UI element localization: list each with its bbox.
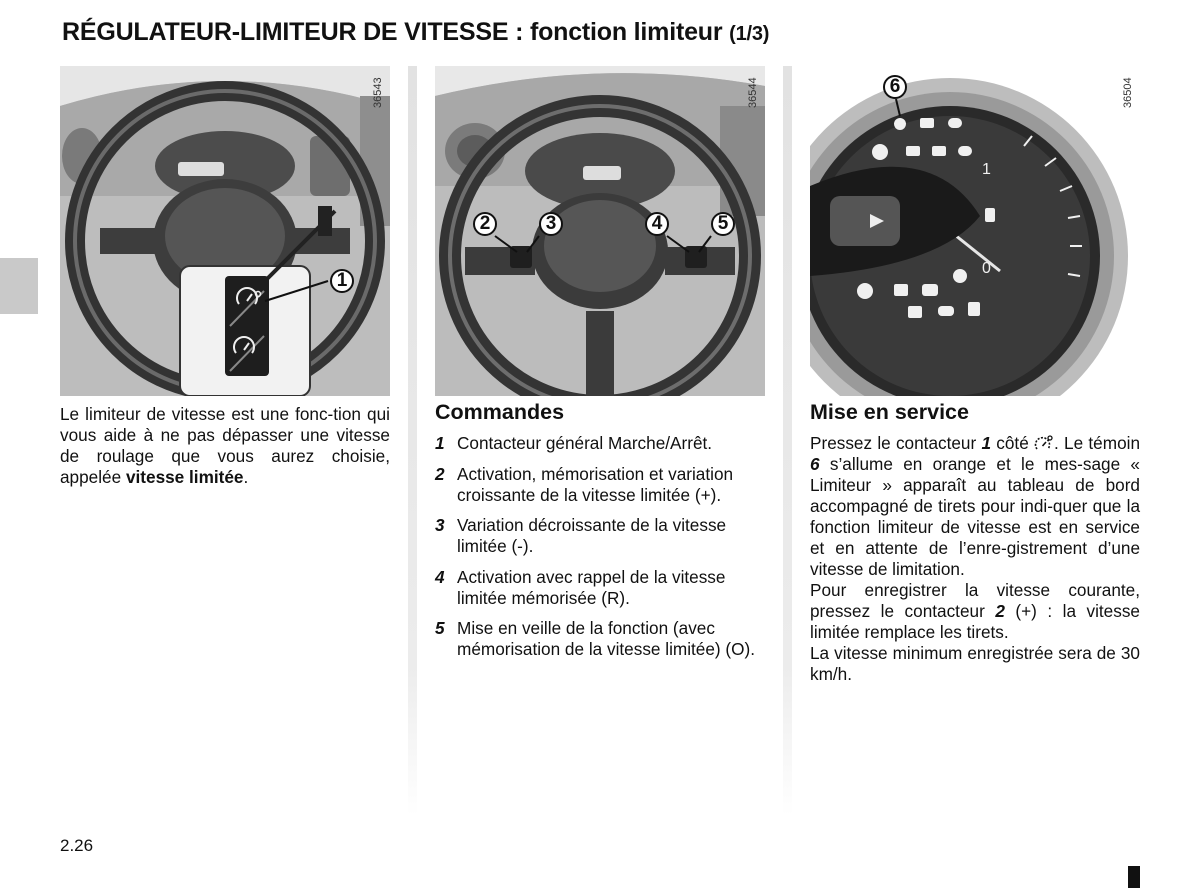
fuel-icon	[985, 208, 995, 222]
section-heading-activation: Mise en service	[810, 400, 969, 424]
list-item	[435, 515, 765, 557]
item-number: 2	[435, 463, 445, 484]
page-edge-marker	[1128, 866, 1140, 888]
airbag-warning-light	[894, 284, 908, 296]
cruise-warning-light	[872, 144, 888, 160]
column-divider	[408, 66, 417, 816]
page-title	[62, 18, 769, 47]
figure-reference: 36544	[747, 77, 759, 108]
callout-4: 4	[645, 212, 669, 236]
activation-paragraph-2	[810, 580, 1140, 643]
item-number: 1	[435, 433, 445, 453]
speed-limiter-icon	[1034, 434, 1054, 452]
callout-5: 5	[711, 212, 735, 236]
speed-limiter-warning-light	[894, 118, 906, 130]
engine-warning-light	[922, 284, 938, 296]
headlight-warning	[932, 146, 946, 156]
callout-1: 1	[330, 269, 354, 293]
activation-paragraph-1	[810, 433, 1140, 580]
gauge-number-1: 1	[982, 161, 991, 178]
text-run: s’allume en orange et le mes-sage « Limiteur » apparaît au tableau de bord accompagné de tirets pour indi-quer que la fonction limiteur de vitesse est en service et en attente de l’enre-gistrement d’une vitesse de limitation.	[810, 454, 1140, 579]
column-divider	[783, 66, 792, 816]
item-text: Mise en veille de la fonction (avec mémorisation de la vitesse limitée) (O).	[457, 618, 756, 659]
callout-3: 3	[539, 212, 563, 236]
callout-2: 2	[473, 212, 497, 236]
esc-warning-light	[857, 283, 873, 299]
text-run: (+) : la vitesse limitée remplace les tirets.	[810, 601, 1140, 642]
gauge-number-0: 0	[982, 260, 991, 277]
tyre-pressure-warning	[953, 269, 967, 283]
item-number: 5	[435, 618, 445, 638]
dashboard-illustration	[60, 66, 390, 396]
low-fuel-warning	[968, 302, 980, 316]
main-beam-warning	[948, 118, 962, 128]
figure-reference: 36504	[1122, 77, 1134, 108]
intro-paragraph	[60, 404, 390, 488]
list-item	[435, 567, 765, 609]
title-part-indicator: (1/3)	[729, 23, 770, 45]
controls-section	[435, 402, 765, 670]
figure-instrument-cluster	[810, 66, 1140, 396]
rear-fog-warning	[906, 146, 920, 156]
item-number: 3	[435, 515, 445, 535]
item-text: Contacteur général Marche/Arrêt.	[457, 433, 713, 453]
section-heading-controls: Commandes	[435, 400, 565, 424]
activation-paragraph-3: La vitesse minimum enregistrée sera de 30 km/h.	[810, 643, 1140, 684]
controls-list	[435, 433, 765, 660]
item-number: 4	[435, 566, 445, 587]
callout-6: 6	[883, 75, 907, 99]
figure-steering-wheel	[435, 66, 765, 396]
intro-text: Le limiteur de vitesse est une fonc-tion qui vous aide à ne pas dépasser une vitesse de roulage que vous aurez choisie, appelée	[60, 404, 390, 487]
intro-bold-term: vitesse limitée	[125, 467, 244, 487]
figure-dashboard-switch	[60, 66, 390, 396]
list-item	[435, 433, 765, 454]
figure-reference: 36543	[372, 77, 384, 108]
fog-light-warning	[920, 118, 934, 128]
traction-warning-light	[908, 306, 922, 318]
text-run: Pressez le contacteur	[810, 433, 977, 453]
instrument-cluster-illustration	[810, 66, 1140, 396]
text-run: côté	[996, 433, 1029, 453]
item-text: Activation avec rappel de la vitesse limitée mémorisée (R).	[457, 566, 726, 608]
item-text: Variation décroissante de la vitesse limitée (-).	[457, 515, 727, 556]
text-run: . Le témoin	[1054, 433, 1140, 453]
glow-plug-warning	[938, 306, 954, 316]
intro-end: .	[243, 467, 249, 487]
text-run: Pour enregistrer la vitesse courante, pressez le contacteur	[810, 580, 1140, 621]
chapter-tab	[0, 258, 38, 314]
list-item	[435, 618, 765, 660]
ref-number: 6	[810, 454, 820, 474]
ref-number: 1	[981, 433, 992, 453]
item-text: Activation, mémorisation et variation croissante de la vitesse limitée (+).	[457, 463, 734, 505]
ref-number: 2	[995, 601, 1005, 621]
activation-section	[810, 402, 1140, 685]
title-main: RÉGULATEUR-LIMITEUR DE VITESSE : fonction limiteur	[62, 18, 723, 46]
dipped-beam-warning	[958, 146, 972, 156]
list-item	[435, 464, 765, 506]
page-number: 2.26	[60, 836, 94, 855]
